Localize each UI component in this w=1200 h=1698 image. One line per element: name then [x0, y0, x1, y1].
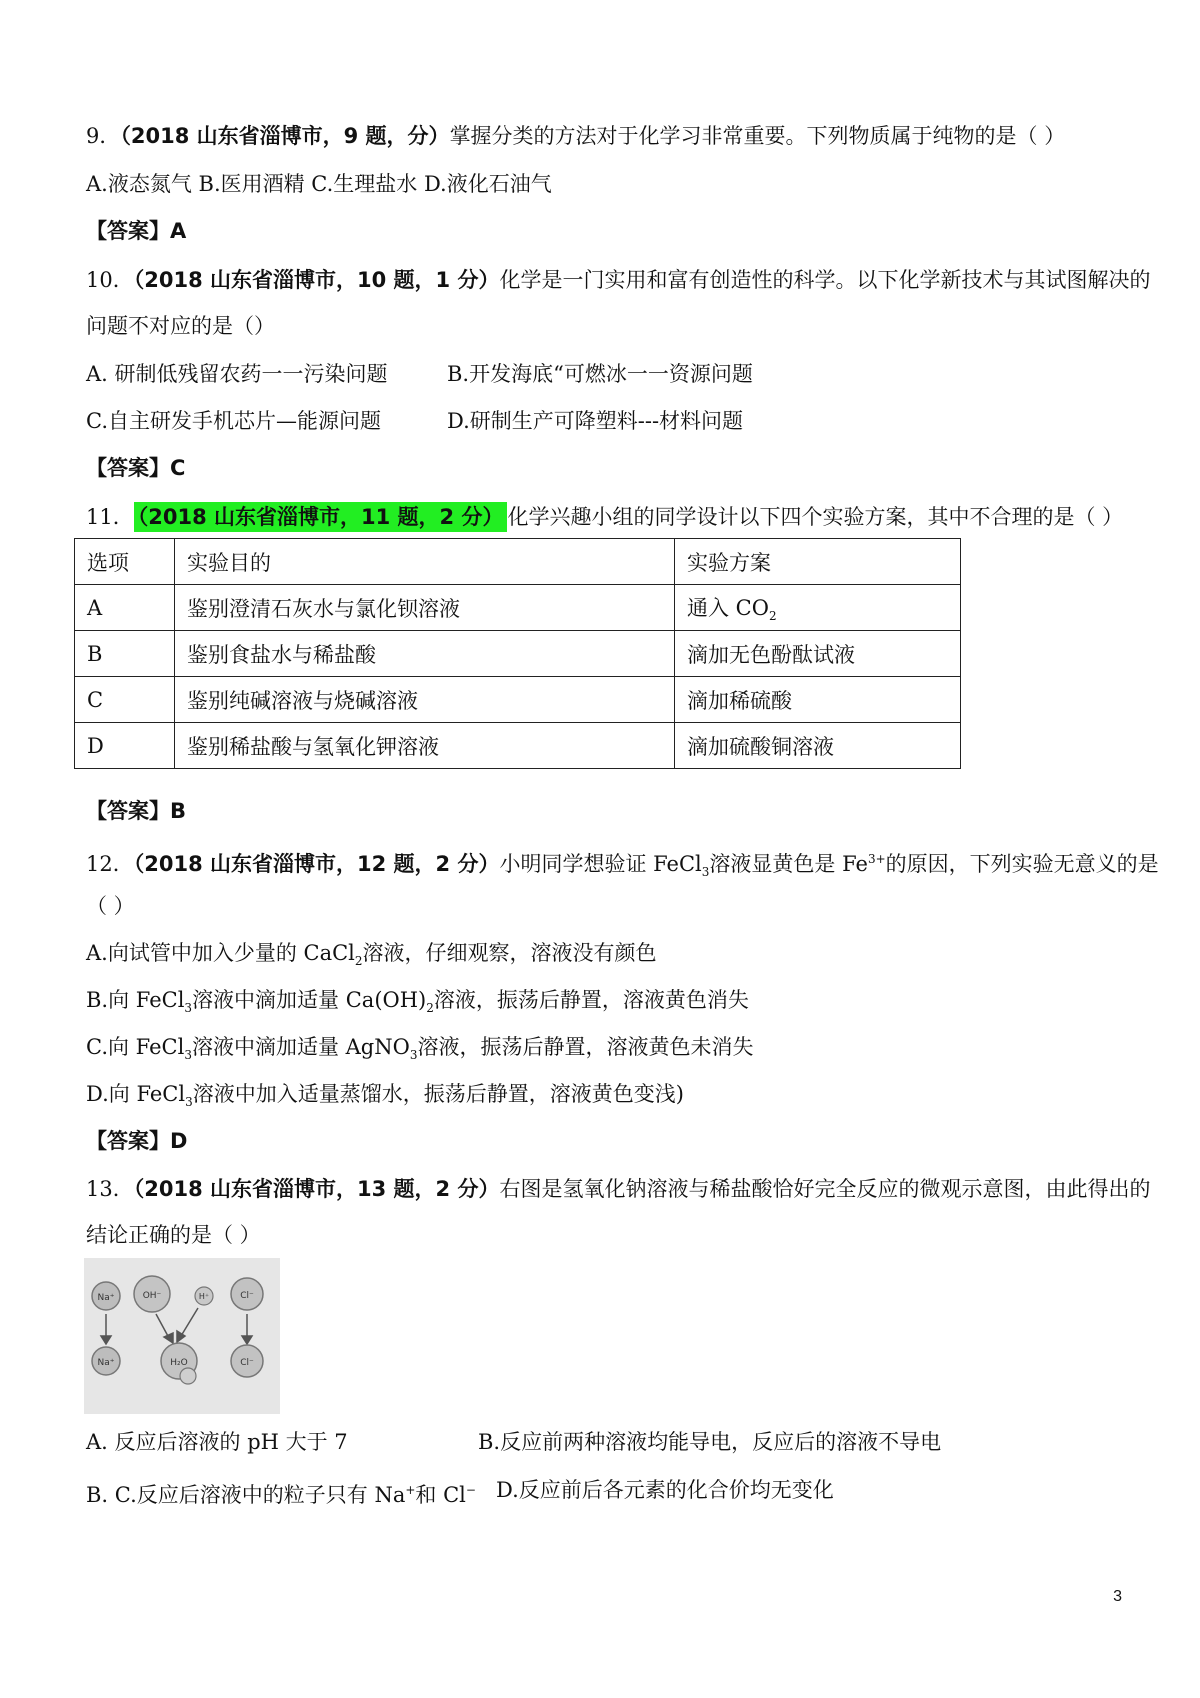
q10-stem	[86, 266, 1150, 294]
subscript: 2	[426, 1001, 434, 1016]
na-ion-bottom-label: Na⁺	[97, 1358, 115, 1368]
cell-purpose: 鉴别食盐水与稀盐酸	[175, 631, 675, 677]
option-text: 溶液中滴加适量 AgNO	[191, 1035, 410, 1059]
cell-option: C	[75, 677, 175, 723]
q12-stem-line2: （ ）	[86, 894, 135, 918]
q11-stem	[86, 503, 1123, 531]
cl-ion-top-label: Cl⁻	[240, 1291, 254, 1301]
answer-value: D	[170, 1129, 188, 1153]
q13-option-a: A. 反应后溶液的 pH 大于 7	[86, 1430, 348, 1454]
header-purpose: 实验目的	[175, 539, 675, 585]
answer-value: A	[170, 219, 187, 243]
answer-label: 【答案】	[86, 219, 170, 243]
subscript: 3	[701, 865, 710, 880]
subscript: 2	[354, 954, 363, 969]
header-plan: 实验方案	[675, 539, 961, 585]
q12-option-d	[86, 1080, 684, 1116]
option-text: C.向 FeCl	[86, 1035, 185, 1059]
neutralization-diagram	[84, 1258, 280, 1414]
option-text: B.向 FeCl	[86, 988, 185, 1012]
q13-option-b: B.反应前两种溶液均能导电，反应后的溶液不导电	[478, 1430, 942, 1454]
q12-stem	[86, 845, 1159, 886]
option-text: 溶液，仔细观察，溶液没有颜色	[362, 941, 657, 965]
q11-options-table	[74, 538, 961, 769]
cell-purpose: 鉴别纯碱溶液与烧碱溶液	[175, 677, 675, 723]
table-row	[75, 677, 961, 723]
q11-number: 11．	[86, 505, 134, 529]
q13-option-c	[86, 1476, 476, 1509]
q10-option-b: B.开发海底“可燃冰一一资源问题	[447, 362, 753, 386]
q10-answer	[86, 454, 185, 482]
q9-answer	[86, 217, 186, 245]
table-row	[75, 723, 961, 769]
option-text: 和 Cl	[415, 1483, 466, 1507]
q12-answer	[86, 1127, 187, 1155]
superscript: 3+	[867, 852, 886, 866]
q12-option-c	[86, 1033, 753, 1069]
cell-option: A	[75, 585, 175, 631]
q9-stem-text: 掌握分类的方法对于化学习非常重要。下列物质属于纯物的是（ ）	[449, 124, 1066, 148]
q9-stem	[86, 122, 1065, 150]
option-text: A.向试管中加入少量的 CaCl	[86, 941, 355, 965]
q10-option-d: D.研制生产可降塑料---材料问题	[447, 409, 744, 433]
option-text: D.向 FeCl	[86, 1082, 186, 1106]
q9-options: A.液态氮气 B.医用酒精 C.生理盐水 D.液化石油气	[86, 172, 552, 196]
q12-option-a	[86, 939, 657, 975]
q13-stem-text: 右图是氢氧化钠溶液与稀盐酸恰好完全反应的微观示意图，由此得出的	[499, 1177, 1151, 1201]
q10-stem-line2: 问题不对应的是（）	[86, 314, 275, 338]
q13-number: 13．	[86, 1177, 134, 1201]
q13-option-d: D.反应前后各元素的化合价均无变化	[496, 1478, 834, 1502]
q9-number: 9．	[86, 124, 121, 148]
q13-source: （2018 山东省淄博市，13 题，2 分）	[133, 1177, 500, 1201]
answer-value: C	[170, 456, 186, 480]
q12-stem-text: 的原因，下列实验无意义的是	[885, 852, 1159, 876]
table-row	[75, 585, 961, 631]
cell-option: D	[75, 723, 175, 769]
page-number: 3	[1113, 1588, 1122, 1605]
answer-value: B	[170, 799, 187, 823]
answer-label: 【答案】	[86, 456, 170, 480]
subscript: 3	[409, 1048, 418, 1063]
cell-plan-text: 通入 CO	[687, 595, 769, 620]
water-h-atom	[180, 1368, 196, 1384]
q13-stem	[86, 1175, 1150, 1203]
water-molecule-label: H₂O	[170, 1358, 188, 1368]
cell-purpose: 鉴别澄清石灰水与氯化钡溶液	[175, 585, 675, 631]
subscript: 3	[185, 1095, 193, 1110]
q9-source: （2018 山东省淄博市，9 题，分）	[120, 124, 450, 148]
q10-number: 10．	[86, 268, 134, 292]
subscript: 3	[184, 1001, 193, 1016]
answer-label: 【答案】	[86, 1129, 170, 1153]
table-header-row	[75, 539, 961, 585]
q11-answer	[86, 797, 186, 825]
q12-number: 12．	[86, 852, 134, 876]
table-row	[75, 631, 961, 677]
cell-plan-subscript: 2	[768, 609, 777, 624]
q10-stem-text: 化学是一门实用和富有创造性的科学。以下化学新技术与其试图解决的	[499, 268, 1151, 292]
option-text: 溶液中滴加适量 Ca(OH)	[192, 988, 427, 1012]
option-text: 溶液中加入适量蒸馏水，振荡后静置，溶液黄色变浅)	[192, 1082, 684, 1106]
cl-ion-bottom-label: Cl⁻	[240, 1358, 254, 1368]
h-ion-label: H⁺	[198, 1292, 210, 1301]
q11-stem-text: 化学兴趣小组的同学设计以下四个实验方案，其中不合理的是（ ）	[507, 505, 1124, 529]
cell-option: B	[75, 631, 175, 677]
q11-source-highlighted: （2018 山东省淄博市，11 题，2 分）	[134, 502, 508, 532]
answer-label: 【答案】	[86, 799, 170, 823]
option-text: 溶液，振荡后静置，溶液黄色消失	[433, 988, 749, 1012]
q10-source: （2018 山东省淄博市，10 题，1 分）	[133, 268, 500, 292]
superscript: −	[465, 1483, 476, 1497]
q13-stem-line2: 结论正确的是（ ）	[86, 1223, 261, 1247]
q10-option-c: C.自主研发手机芯片—能源问题	[86, 409, 381, 433]
option-text: B. C.反应后溶液中的粒子只有 Na	[86, 1483, 406, 1507]
option-text: 溶液，振荡后静置，溶液黄色未消失	[417, 1035, 754, 1059]
cell-plan	[675, 585, 961, 631]
cell-plan: 滴加稀硫酸	[675, 677, 961, 723]
cell-plan: 滴加硫酸铜溶液	[675, 723, 961, 769]
oh-ion-label: OH⁻	[142, 1291, 162, 1301]
q12-option-b	[86, 986, 749, 1022]
q12-stem-text: 溶液显黄色是 Fe	[709, 852, 868, 876]
cell-purpose: 鉴别稀盐酸与氢氧化钾溶液	[175, 723, 675, 769]
header-option: 选项	[75, 539, 175, 585]
q10-option-a: A. 研制低残留农药一一污染问题	[86, 362, 388, 386]
neutralization-diagram-svg	[84, 1258, 280, 1414]
superscript: +	[405, 1483, 416, 1497]
subscript: 3	[184, 1048, 192, 1063]
cell-plan: 滴加无色酚酞试液	[675, 631, 961, 677]
q12-source: （2018 山东省淄博市，12 题，2 分）	[133, 852, 500, 876]
na-ion-top-label: Na⁺	[97, 1293, 115, 1303]
q12-stem-text: 小明同学想验证 FeCl	[499, 852, 702, 876]
